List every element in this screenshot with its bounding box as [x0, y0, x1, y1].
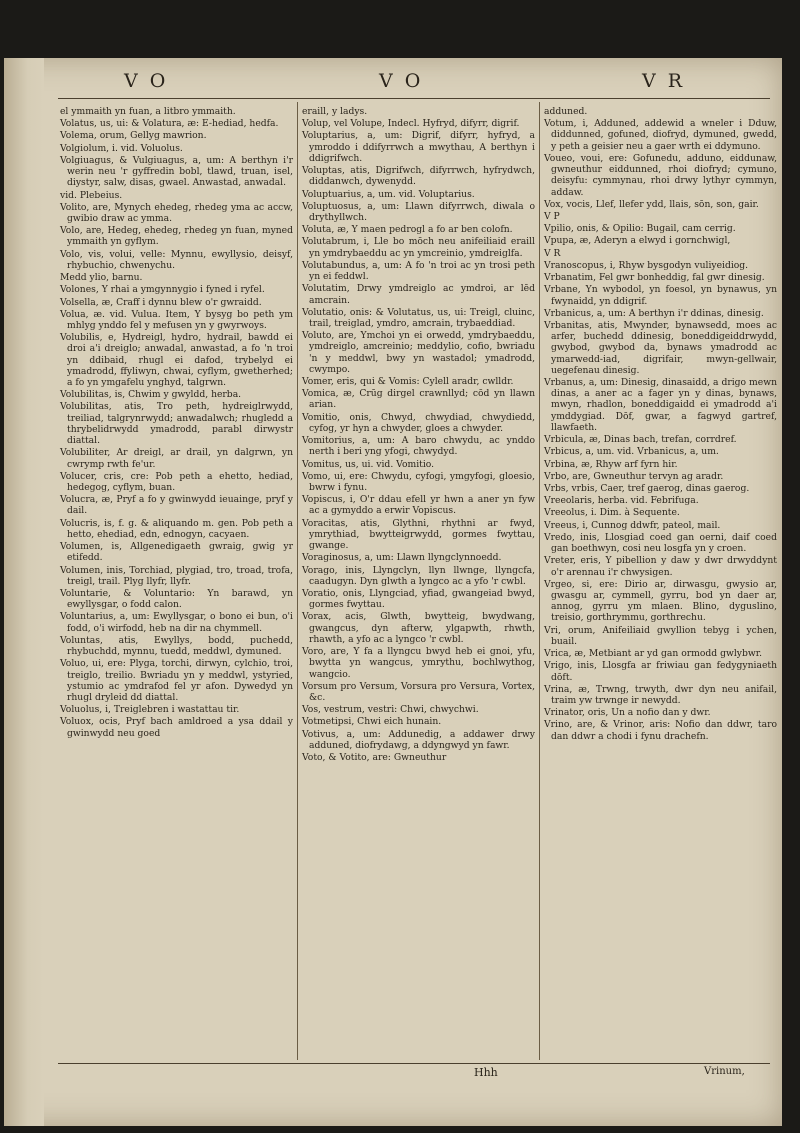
dictionary-entry: Volua, æ. vid. Vulua. Item, Y bysyg bo peth ym mhlyg ynddo fel y mefusen yn y gwyrwoys.	[60, 308, 293, 331]
dictionary-entry: Volumen, is, Allgenedigaeth gwraig, gwig yr etifedd.	[60, 541, 293, 564]
dictionary-entry: Voluntarius, a, um: Ewyllysgar, o bono ei bun, o'i fodd, o'i wirfodd, heb na dir na chymmell.	[60, 611, 293, 634]
dictionary-entry: Votmetipsi, Chwi eich hunain.	[302, 716, 442, 728]
dictionary-entry: Vomitorius, a, um: A baro chwydu, ac ynddo nerth i beri yng yfogi, chwydyd.	[302, 435, 535, 458]
dictionary-entry: Vrbicus, a, um. vid. Vrbanicus, a, um.	[544, 446, 719, 458]
dictionary-entry: Volones, Y rhai a ymgynnygio i fyned i ryfel.	[60, 284, 265, 296]
dictionary-entry: Vos, vestrum, vestri: Chwi, chwychwi.	[302, 704, 479, 716]
dictionary-entry: Vpilio, onis, & Opilio: Bugail, cam cerrig.	[544, 223, 736, 235]
dictionary-entry: Voto, & Votito, are: Gwneuthur	[302, 752, 447, 764]
dictionary-entry: Vrigo, inis, Llosgfa ar friwiau gan fedygyniaeth dōft.	[544, 660, 777, 683]
dictionary-entry: Vorsum pro Versum, Vorsura pro Versura, Vortex, &c.	[302, 680, 535, 703]
dictionary-entry: Volgiuagus, & Vulgiuagus, a, um: A berthyn i'r werin neu 'r gyffredin bobl, tlawd, truan, isel, diystyr, salw, disas, gwael. Anwastad, anwadal.	[60, 154, 293, 189]
dictionary-entry: Volutabundus, a, um: A fo 'n troi ac yn trosi peth yn ei feddwl.	[302, 259, 535, 283]
running-header-right: V R	[642, 70, 686, 92]
dictionary-entry: Vrbane, Yn wybodol, yn foesol, yn bynawus, yn fwynaidd, yn ddigrif.	[544, 284, 777, 307]
dictionary-entry: Vrino, are, & Vrinor, aris: Nofio dan ddwr, taro dan ddwr a chodi i fynu drachefn.	[544, 719, 777, 742]
dictionary-entry: Volgiolum, i. vid. Voluolus.	[60, 142, 183, 154]
dictionary-entry: Vredo, inis, Llosgiad coed gan oerni, daif coed gan boethwyn, cosi neu losgfa yn y croen.	[544, 531, 777, 555]
dictionary-entry: Vomitus, us, ui. vid. Vomitio.	[302, 458, 435, 470]
dictionary-entry: Vrbanicus, a, um: A berthyn i'r ddinas, dinesig.	[544, 307, 764, 319]
dictionary-entry: Voluta, æ, Y maen pedrogl a fo ar ben colofn.	[302, 224, 513, 236]
dictionary-entry: Voluntas, atis, Ewyllys, bodd, puchedd, rhybuchdd, mynnu, tuedd, meddwl, dymuned.	[60, 634, 293, 658]
header-rule	[58, 98, 770, 99]
dictionary-entry: Vrbicula, æ, Dinas bach, trefan, corrdref.	[544, 434, 737, 446]
dictionary-entry: V P	[544, 210, 560, 222]
dictionary-entry: Volubilitas, atis, Tro peth, hydreiglrwydd, treiliad, talgrynrwydd; anwadalwch; rhugledd a thrybelidrwydd ymadrodd, parabl dirwystr diattal.	[60, 401, 293, 447]
dictionary-entry: Volucra, æ, Pryf a fo y gwinwydd ieuainge, pryf y dail.	[60, 494, 293, 517]
dictionary-entry: Volubilis, e, Hydreigl, hydro, hydrail, bawdd ei droi a'i dreiglo; anwadal, anwastad, a fo 'n troi yn ddibaid, rhugl ei dafod, trybelyd ei ymadrodd, ffyliwyn, chwai, cyflym, gwetherhed; a fo yn ymgafelu ynghyd, talgrwn.	[60, 332, 293, 389]
dictionary-entry: V R	[544, 247, 561, 259]
dictionary-entry: Volucer, cris, cre: Pob peth a ehetto, hediad, hedegog, cyflym, buan.	[60, 470, 293, 493]
dictionary-entry: Voluox, ocis, Pryf bach amldroed a ysa ddail y gwinwydd neu goed	[60, 716, 293, 739]
dictionary-entry: Volutatim, Drwy ymdreiglo ac ymdroi, ar lēd amcrain.	[302, 283, 535, 306]
dictionary-entry: Vomer, eris, qui & Vomis: Cylell aradr, cwlldr.	[302, 376, 514, 388]
dictionary-entry: Volo, vis, volui, velle: Mynnu, ewyllysio, deisyf, rhybuchio, chwenychu.	[60, 248, 293, 271]
dictionary-entry: Vomica, æ, Crūg dirgel crawnllyd; cōd yn llawn arian.	[302, 388, 535, 411]
dictionary-entry: Vrbanitas, atis, Mwynder, bynawsedd, moes ac arfer, buchedd ddinesig, boneddigeiddrwydd, gwybod, gwybod da, bynaws ymadrodd ac ymarwedd-iad, digrifair, mwyn-gellwair, uegefenau dinesig.	[544, 319, 777, 376]
dictionary-entry: Vreter, eris, Y pibellion y daw y dwr drwyddynt o'r arennau i'r chwysigen.	[544, 555, 777, 578]
dictionary-entry: Votivus, a, um: Addunedig, a addawer drwy adduned, diofrydawg, a ddyngwyd yn fawr.	[302, 728, 535, 751]
dictionary-entry: Vrgeo, si, ere: Dirio ar, dirwasgu, gwysio ar, gwasgu ar, cymmell, gyrru, bod yn daer ar, annog, gyrru ym mlaen. Blino, dyguslino, treisio, gorthrymmu, gorthrechu.	[544, 578, 777, 624]
dictionary-entry: Volutabrum, i, Lle bo mōch neu anifeiliaid eraill yn ymdrybaeddu ac yn ymcreinio, ymdreiglfa.	[302, 236, 535, 259]
dictionary-entry: Voraginosus, a, um: Llawn llyngclynnoedd.	[302, 552, 502, 564]
dictionary-entry: Voluo, ui, ere: Plyga, torchi, dirwyn, cylchio, troi, treiglo, treilio. Bwriadu yn y meddwl, ystyried, ystumio ac ymdrafod fel yr afon. Dywedyd yn rhugl dryleid dd diattal.	[60, 658, 293, 703]
running-header-left: V O	[124, 70, 169, 92]
dictionary-entry: Volsella, æ, Craff i dynnu blew o'r gwraidd.	[60, 296, 262, 308]
dictionary-entry: Vorago, inis, Llyngclyn, llyn llwnge, llyngcfa, caadugyn. Dyn glwth a lyngco ac a yfo 'r cwbl.	[302, 564, 535, 587]
dictionary-entry: Medd ylio, barnu.	[60, 272, 143, 284]
dictionary-entry: Voracitas, atis, Glythni, rhythni ar fwyd, ymrythiad, bwytteigrwydd, gormes fwyttau, gwange.	[302, 517, 535, 552]
dictionary-entry: Vrbanus, a, um: Dinesig, dinasaidd, a drigo mewn dinas, a aner ac a fager yn y dinas, bynaws, mwyn, rhadlon, boneddigaidd ei ymadrodd a'i ymddygiad. Dōf, gwar, a fagwyd gartref, llawfaeth.	[544, 377, 777, 433]
dictionary-entry: Voluptuosus, a, um: Llawn difyrrwch, diwala o drythyllwch.	[302, 200, 535, 223]
dictionary-entry: Voratio, onis, Llyngciad, yfiad, gwangeiad bwyd, gormes fwyttau.	[302, 587, 535, 611]
dictionary-entry: el ymmaith yn fuan, a litbro ymmaith.	[60, 106, 236, 117]
dictionary-entry: Voluntarie, & Voluntario: Yn barawd, yn ewyllysgar, o fodd calon.	[60, 587, 293, 611]
dictionary-entry: Voueo, voui, ere: Gofunedu, adduno, eiddunaw, gwneuthur eiddunned, rhoi diofryd; cymuno, deisyfu: cymmynau, rhoi drwy lythyr cymmyn, addaw.	[544, 152, 777, 198]
dictionary-entry: Volumen, inis, Torchiad, plygiad, tro, troad, trofa, treigl, trail. Plyg llyfr, llyfr.	[60, 564, 293, 587]
dictionary-entry: Volito, are, Mynych ehedeg, rhedeg yma ac accw, gwibio draw ac ymma.	[60, 201, 293, 224]
catchword: Vrinum,	[704, 1066, 745, 1077]
dictionary-entry: Vopiscus, i, O'r ddau efell yr hwn a aner yn fyw ac a gymyddo a erwir Vopiscus.	[302, 494, 535, 517]
dictionary-entry: Voluptas, atis, Digrifwch, difyrrwch, hyfrydwch, diddanwch, dywenydd.	[302, 165, 535, 188]
dictionary-entry: Vox, vocis, Llef, llefer ydd, llais, sōn, son, gair.	[544, 198, 759, 210]
page-binding-shadow	[4, 58, 44, 1126]
dictionary-entry: Vreeolaris, herba. vid. Febrifuga.	[544, 495, 699, 507]
dictionary-entry: Vomitio, onis, Chwyd, chwydiad, chwydiedd, cyfog, yr hyn a chwyder, gloes a chwyder.	[302, 411, 535, 434]
dictionary-entry: Vrbina, æ, Rhyw arf fyrn hir.	[544, 458, 678, 470]
dictionary-entry: Vranoscopus, i, Rhyw bysgodyn vuliyeidiog.	[544, 259, 749, 271]
footer-rule	[58, 1063, 770, 1064]
dictionary-entry: Voluolus, i, Treiglebren i wastattau tir.	[60, 704, 240, 716]
dictionary-entry: Voluto, are, Ymchoi yn ei orwedd, ymdrybaeddu, ymdreiglo, amcreinio; meddylio, cofio, bwriadu 'n y meddwl, bwy yn wastadol; ymadrodd, cwympo.	[302, 330, 535, 375]
dictionary-entry: Vreeus, i, Cunnog ddwfr, pateol, mail.	[544, 519, 721, 531]
dictionary-entry: Vrinator, oris, Un a nofio dan y dwr.	[544, 707, 711, 719]
dictionary-entry: Volo, are, Hedeg, ehedeg, rhedeg yn fuan, myned ymmaith yn gyflym.	[60, 225, 293, 248]
dictionary-entry: Vrbanatim, Fel gwr bonheddig, fal gwr dinesig.	[544, 272, 765, 284]
dictionary-column-1	[60, 106, 293, 740]
dictionary-entry: Volema, orum, Gellyg mawrion.	[60, 130, 207, 142]
dictionary-entry: Vrina, æ, Trwng, trwyth, dwr dyn neu anifail, traim yw trwnge ir newydd.	[544, 683, 777, 706]
dictionary-entry: Volatus, us, ui: & Volatura, æ: E-hediad, hedfa.	[60, 118, 279, 130]
column-divider-2	[539, 102, 540, 1060]
dictionary-entry: Vorax, acis, Glwth, bwytteig, bwydwang, gwangcus, dyn afterw, ylgapwth, rhwth, rhawth, a yfo ac a lyngco 'r cwbl.	[302, 611, 535, 645]
dictionary-entry: adduned.	[544, 106, 588, 117]
dictionary-entry: Volubilitas, is, Chwim y gwyldd, herba.	[60, 389, 242, 401]
dictionary-column-2	[302, 106, 535, 764]
dictionary-entry: Voluptuarius, a, um. vid. Voluptarius.	[302, 188, 475, 200]
dictionary-entry: Volucris, is, f. g. & aliquando m. gen. Pob peth a hetto, ehediad, edn, ednogyn, cacyaen.	[60, 517, 293, 540]
dictionary-entry: Vrbo, are, Gwneuthur tervyn ag aradr.	[544, 470, 724, 482]
column-divider-1	[297, 102, 298, 1060]
dictionary-entry: Volup, vel Volupe, Indecl. Hyfryd, difyrr, digrif.	[302, 118, 520, 130]
dictionary-entry: eraill, y ladys.	[302, 106, 368, 117]
dictionary-entry: Vrica, æ, Metbiant ar yd gan ormodd gwlybwr.	[544, 648, 763, 660]
dictionary-entry: Vri, orum, Anifeiliaid gwyllion tebyg i ychen, buail.	[544, 624, 777, 647]
book-page	[4, 58, 782, 1126]
signature-mark: Hhh	[474, 1066, 498, 1079]
dictionary-entry: vid. Plebeius.	[60, 189, 123, 201]
dictionary-entry: Vpupa, æ, Aderyn a elwyd i gornchwigl,	[544, 235, 731, 247]
dictionary-entry: Voluptarius, a, um: Digrif, difyrr, hyfryd, a ymroddo i ddifyrrwch a mwythau, A berthyn i ddigrifwch.	[302, 130, 535, 164]
dictionary-entry: Vrbs, vrbis, Caer, tref gaerog, dinas gaerog.	[544, 483, 750, 494]
dictionary-entry: Vomo, ui, ere: Chwydu, cyfogi, ymgyfogi, gloesio, bwrw i fynu.	[302, 470, 535, 493]
dictionary-entry: Voro, are, Y fa a llyngcu bwyd heb ei gnoi, yfu, bwytta yn wangcus, ymrythu, bochlwythog, wangcio.	[302, 646, 535, 680]
dictionary-entry: Volubiliter, Ar dreigl, ar drail, yn dalgrwn, yn cwrymp rwth fe'ur.	[60, 447, 293, 470]
dictionary-entry: Volutatio, onis: & Volutatus, us, ui: Treigl, cluinc, trail, treiglad, ymdro, amcrain, trybaeddiad.	[302, 306, 535, 329]
dictionary-entry: Votum, i, Adduned, addewid a wneler i Dduw, diddunned, gofuned, diofryd, dymuned, gwedd, y peth a geisier neu a gaer wrth ei ddymuno.	[544, 118, 777, 152]
dictionary-entry: Vreeolus, i. Dim. à Sequente.	[544, 507, 680, 519]
dictionary-column-3	[544, 106, 777, 743]
running-header-center: V O	[379, 70, 424, 92]
